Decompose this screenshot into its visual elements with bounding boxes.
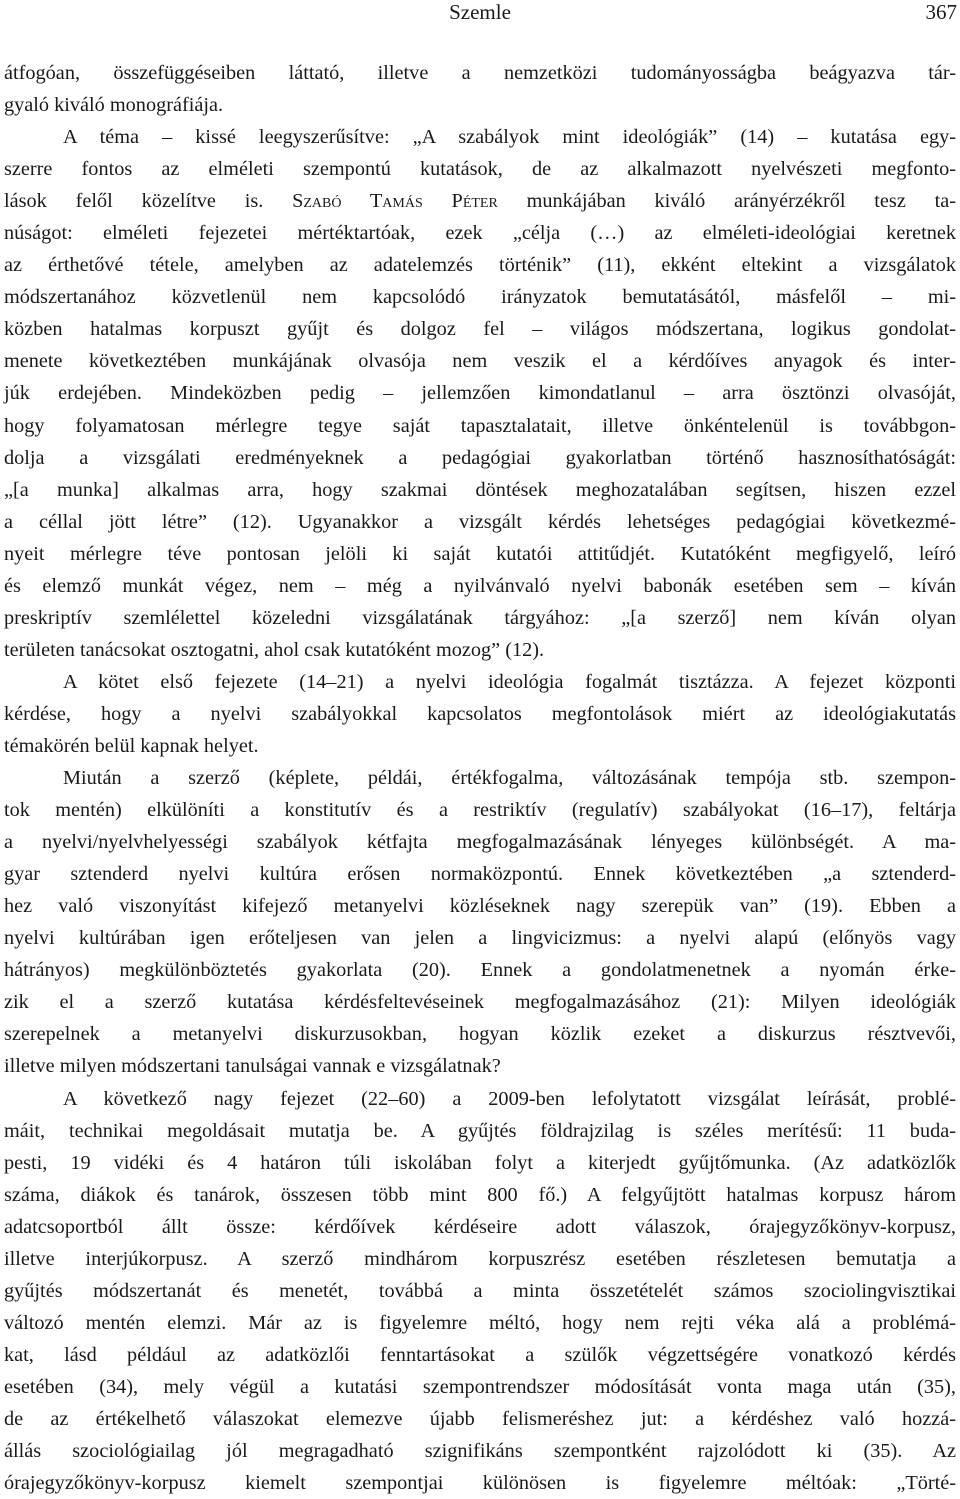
text-line: a céllal jött létre” (12). Ugyanakkor a vizsgált kérdés lehetséges pedagógiai következmé- [4,510,956,533]
text-line: hogy folyamatosan mérlegre tegye saját tapasztalatait, illetve önkéntelenül is továbbgon- [4,414,956,437]
text-line: a nyelvi/nyelvhelyességi szabályok kétfajta megfogalmazásának lényeges különbségét. A ma- [4,831,956,854]
text-line: módszertanához közvetlenül nem kapcsolódó irányzatok bemutatásától, másfelől – mi- [4,286,956,309]
text-line: hez való viszonyítást kifejező metanyelvi közléseknek nagy szerepük van” (19). Ebben a [4,895,956,918]
text-line: zik el a szerző kutatása kérdésfeltevéseinek megfogalmazásához (21): Milyen ideológiák [4,991,956,1014]
text-line: hátrányos) megkülönböztetés gyakorlata (20). Ennek a gondolatmenetnek a nyomán érke- [4,959,956,982]
text-line: témakörén belül kapnak helyet. [4,734,259,757]
text-line: lások felől közelítve is. Szabó Tamás Péter munkájában kiváló arányérzékről tesz ta- [4,190,957,213]
text-line: dolja a vizsgálati eredményeknek a pedagógiai gyakorlatban történő hasznosíthatóságát: [4,446,956,469]
text-line: tok mentén) elkülöníti a konstitutív és a restriktív (regulatív) szabályokat (16–17), feltárja [4,799,956,822]
text-line: esetében (34), mely végül a kutatási szempontrendszer módosítását vonta maga után (35), [4,1375,956,1398]
text-line: és elemző munkát végez, nem – még a nyilvánvaló nyelvi babonák esetében sem – kíván [4,574,956,597]
text-line: az érthetővé tétele, amelyben az adatelemzés történik” (11), ekként eltekint a vizsgálatok [4,254,956,277]
text-line: núságot: elméleti fejezetei mértéktartóak, ezek „célja (…) az elméleti-ideológiai keretnek [4,222,956,245]
text-line: gyar sztenderd nyelvi kultúra erősen normaközpontú. Ennek következtében „a sztenderd- [4,863,956,886]
text-line: A téma – kissé leegyszerűsítve: „A szabályok mint ideológiák” (14) – kutatása egy- [63,126,956,149]
text-line: gyaló kiváló monográfiája. [4,94,224,117]
author-name: Szabó Tamás Péter [292,190,498,213]
text-line: szerre fontos az elméleti szempontú kutatások, de az alkalmazott nyelvészeti megfonto- [4,158,956,181]
text-line: nyelvi kultúrában igen erőteljesen van jelen a lingvicizmus: a nyelvi alapú (előnyös vagy [4,927,956,950]
text-line: A kötet első fejezete (14–21) a nyelvi ideológia fogalmát tisztázza. A fejezet központi [63,670,956,693]
page-number: 367 [925,0,957,24]
text-line: szerepelnek a metanyelvi diskurzusokban, hogyan közlik ezeket a diskurzus résztvevői, [4,1023,956,1046]
text-line: átfogóan, összefüggéseiben láttató, illetve a nemzetközi tudományosságba beágyazva tár- [4,62,956,84]
text-line: illetve milyen módszertani tanulságai vannak e vizsgálatnak? [4,1055,501,1078]
text-line: közben hatalmas korpuszt gyűjt és dolgoz fel – világos módszertana, logikus gondolat- [4,318,956,341]
text-line: júk erdejében. Mindeközben pedig – jellemzően kimondatlanul – arra ösztönzi olvasóját, [4,382,956,405]
text-line: illetve interjúkorpusz. A szerző mindhárom korpuszrész esetében részletesen bemutatja a [4,1247,956,1270]
text-line: változó mentén elemzi. Már az is figyelemre méltó, hogy nem rejti véka alá a problémá- [4,1311,956,1334]
text-line: száma, diákok és tanárok, összesen több mint 800 fő.) A felgyűjtött hatalmas korpusz három [4,1183,956,1206]
text-line: A következő nagy fejezet (22–60) a 2009-ben lefolytatott vizsgálat leírását, problé- [63,1087,956,1110]
text-line: nyeit mérlegre téve pontosan jelöli ki saját kutatói attitűdjét. Kutatóként megfigyelő, leíró [4,542,956,565]
body-text [4,57,956,1499]
text-line: „[a munka] alkalmas arra, hogy szakmai döntések meghozatalában segítsen, hiszen ezzel [4,478,956,501]
text-line: máit, technikai megoldásait mutatja be. A gyűjtés földrajzilag is széles merítésű: 11 buda- [4,1119,956,1142]
text-line: preskriptív szemlélettel közeledni vizsgálatának tárgyához: „[a szerző] nem kíván olyan [4,606,956,629]
text-line: menete következtében munkájának olvasója nem veszik el a kérdőíves anyagok és inter- [4,350,956,373]
text-line: területen tanácsokat osztogatni, ahol csak kutatóként mozog” (12). [4,638,545,661]
text-line: Miután a szerző (képlete, példái, értékfogalma, változásának tempója stb. szempon- [63,767,956,790]
text-line: kat, lásd például az adatközlői fenntartásokat a szülők végzettségére vonatkozó kérdés [4,1343,956,1366]
text-line: adatcsoportból állt össze: kérdőívek kérdéseire adott válaszok, órajegyzőkönyv-korpusz, [4,1215,956,1238]
text-line: gyűjtés módszertanát és menetét, továbbá a minta összetételét számos szociolingvisztikai [4,1279,956,1302]
text-line: állás szociológiailag jól megragadható szignifikáns szempontként rajzolódott ki (35). Az [4,1440,956,1463]
text-line: de az értékelhető válaszokat elemezve újabb felismeréshez jut: a kérdéshez való hozzá- [4,1407,956,1430]
text-line: órajegyzőkönyv-korpusz kiemelt szempontjai különösen is figyelemre méltóak: „Törté- [4,1472,956,1495]
journal-section-title: Szemle [449,0,511,24]
running-header [0,0,960,28]
text-line: kérdése, hogy a nyelvi szabályokkal kapcsolatos megfontolások miért az ideológiakutatás [4,702,956,725]
text-line: pesti, 19 vidéki és 4 határon túli iskolában folyt a kiterjedt gyűjtőmunka. (Az adatközlők [4,1151,956,1174]
